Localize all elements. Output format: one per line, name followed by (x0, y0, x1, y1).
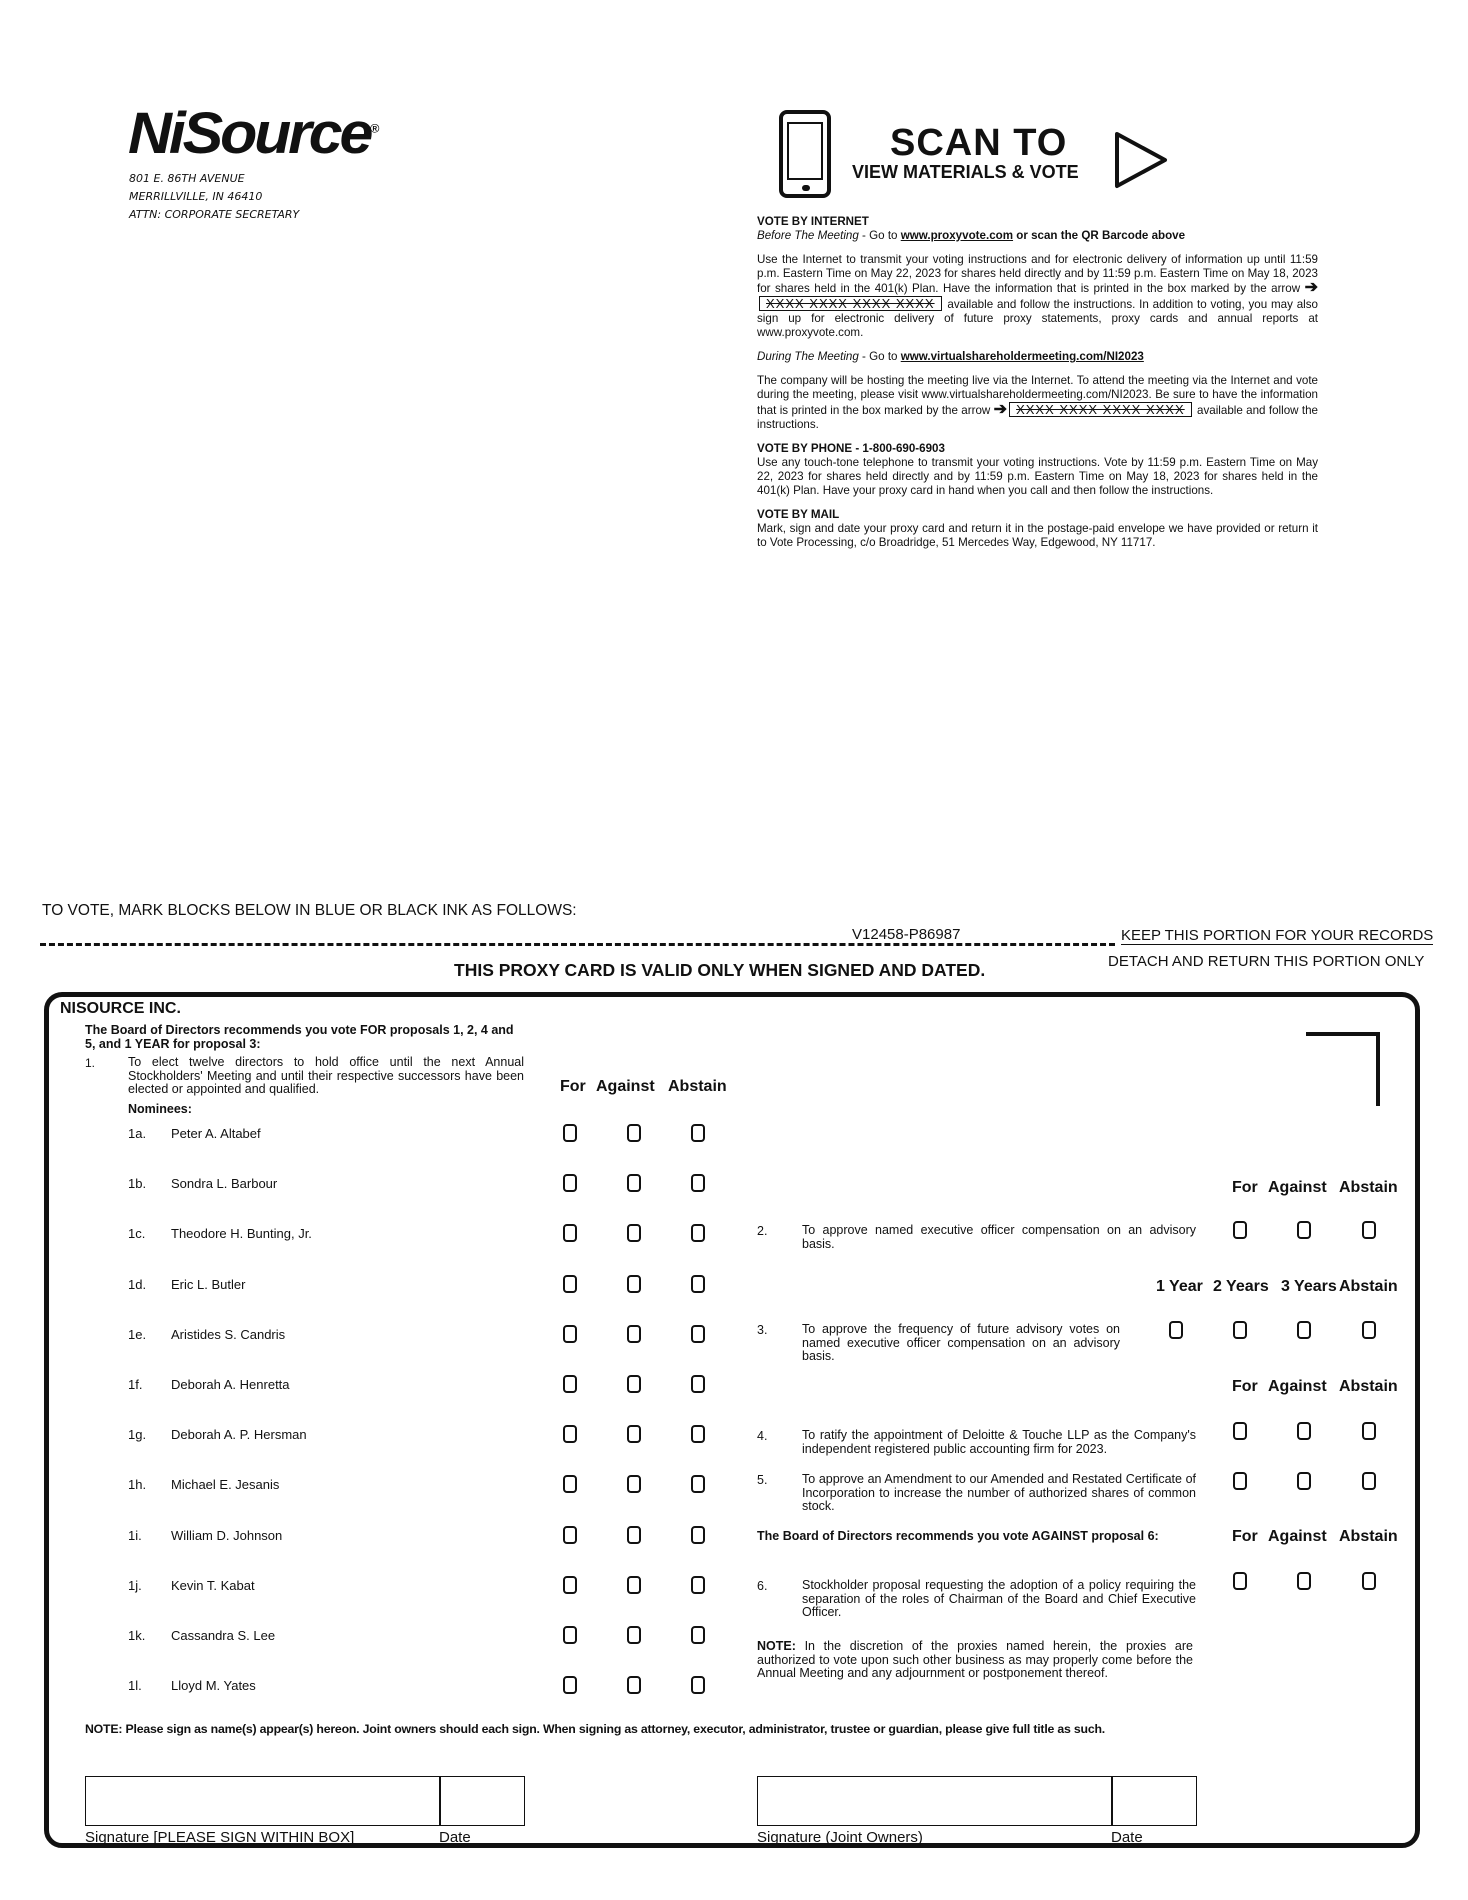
card-code: V12458-P86987 (852, 926, 961, 943)
nominee-id: 1b. (128, 1176, 147, 1191)
signing-note: NOTE: Please sign as name(s) appear(s) hereon. Joint owners should each sign. When signing as attorney, executor, administrator, trustee or guardian, please give full title as such. (85, 1722, 1106, 1736)
nominee-abstain-checkbox[interactable] (691, 1576, 705, 1594)
nominee-against-checkbox[interactable] (627, 1325, 641, 1343)
nominee-name: Kevin T. Kabat (171, 1578, 255, 1593)
address-line: ATTN: CORPORATE SECRETARY (129, 208, 300, 221)
nominee-for-checkbox[interactable] (563, 1626, 577, 1644)
control-number-box: XXXX XXXX XXXX XXXX (1009, 402, 1192, 417)
before-meeting-line: Before The Meeting - Go to www.proxyvote.com or scan the QR Barcode above (757, 229, 1186, 242)
col-abstain-header: Abstain (668, 1078, 727, 1095)
control-number-box: XXXX XXXX XXXX XXXX (759, 296, 942, 311)
nominee-against-checkbox[interactable] (627, 1375, 641, 1393)
nominee-name: Sondra L. Barbour (171, 1176, 278, 1191)
nominee-name: Eric L. Butler (171, 1277, 246, 1292)
detach-line (40, 943, 1115, 946)
smartphone-icon (779, 110, 831, 198)
nominee-abstain-checkbox[interactable] (691, 1174, 705, 1192)
p4-abstain-header: Abstain (1339, 1378, 1398, 1395)
nominee-abstain-checkbox[interactable] (691, 1676, 705, 1694)
p2-text: To approve named executive officer compensation on an advisory basis. (802, 1223, 1196, 1251)
play-arrow-icon (1113, 130, 1169, 190)
p6-against-checkbox[interactable] (1297, 1572, 1311, 1590)
nominee-name: Cassandra S. Lee (171, 1628, 276, 1643)
p3-3yr-header: 3 Years (1281, 1278, 1337, 1295)
internet-paragraph: Use the Internet to transmit your voting instructions and for electronic delivery of information up until 11:59 p.m. Eastern Time on May 22, 2023 for shares held directly and by 11:59 p.m. Eastern Time on May 18, 2023 for shares held in the 401(k) Plan. Have the information that is printed in the box marked by the arrow ➔XXXX XXXX XXXX XXXX available and follow the instructions. In addition to voting, you may also sign up for electronic delivery of future proxy statements, proxy cards and annual reports at www.proxyvote.com. (757, 253, 1318, 339)
nominee-against-checkbox[interactable] (627, 1576, 641, 1594)
p2-number: 2. (757, 1224, 768, 1238)
during-paragraph: The company will be hosting the meeting live via the Internet. To attend the meeting via the Internet and vote during the meeting, please visit www.virtualshareholdermeeting.com/NI2023. Be sure to have the information that is printed in the box marked by the arrow ➔ XXXX XXXX XXXX XXXX available and follow the instructions. (757, 374, 1318, 431)
p6-number: 6. (757, 1579, 768, 1593)
p3-text: To approve the frequency of future advisory votes on named executive officer compensation on an advisory basis. (802, 1322, 1120, 1363)
joint-signature-label: Signature (Joint Owners) (757, 1829, 923, 1846)
p5-number: 5. (757, 1473, 768, 1487)
phone-paragraph: Use any touch-tone telephone to transmit your voting instructions. Vote by 11:59 p.m. Eastern Time on May 22, 2023 for shares held directly and by 11:59 p.m. Eastern Time on May 18, 2023 for shares held in the 401(k) Plan. Have your proxy card in hand when you call and then follow the instructions. (757, 456, 1318, 497)
nominee-for-checkbox[interactable] (563, 1224, 577, 1242)
nominee-id: 1i. (128, 1528, 142, 1543)
nominee-id: 1l. (128, 1678, 142, 1693)
nominee-abstain-checkbox[interactable] (691, 1425, 705, 1443)
col-against-header: Against (596, 1078, 655, 1095)
p4-for-checkbox[interactable] (1233, 1422, 1247, 1440)
p4-against-checkbox[interactable] (1297, 1422, 1311, 1440)
p5-against-checkbox[interactable] (1297, 1472, 1311, 1490)
date-label: Date (439, 1829, 471, 1846)
nominee-against-checkbox[interactable] (627, 1425, 641, 1443)
nominee-against-checkbox[interactable] (627, 1626, 641, 1644)
nominee-abstain-checkbox[interactable] (691, 1526, 705, 1544)
joint-signature-box[interactable] (757, 1776, 1113, 1826)
nominee-id: 1d. (128, 1277, 147, 1292)
p6-against-header: Against (1268, 1528, 1327, 1545)
keep-portion-label: KEEP THIS PORTION FOR YOUR RECORDS (1121, 927, 1434, 944)
discretion-note: NOTE: In the discretion of the proxies named herein, the proxies are authorized to vote upon such other business as may properly come before the Annual Meeting and any adjournment or postponement thereof. (757, 1639, 1193, 1680)
nominee-for-checkbox[interactable] (563, 1174, 577, 1192)
nominee-id: 1j. (128, 1578, 142, 1593)
p2-abstain-checkbox[interactable] (1362, 1221, 1376, 1239)
nominee-against-checkbox[interactable] (627, 1275, 641, 1293)
nominee-against-checkbox[interactable] (627, 1676, 641, 1694)
nominee-for-checkbox[interactable] (563, 1576, 577, 1594)
nominees-label: Nominees: (128, 1102, 192, 1116)
nominee-name: Deborah A. P. Hersman (171, 1427, 307, 1442)
joint-date-box[interactable] (1111, 1776, 1197, 1826)
p3-2yr-header: 2 Years (1213, 1278, 1269, 1295)
p2-abstain-header: Abstain (1339, 1179, 1398, 1196)
nominee-abstain-checkbox[interactable] (691, 1275, 705, 1293)
nominee-against-checkbox[interactable] (627, 1174, 641, 1192)
nominee-against-checkbox[interactable] (627, 1224, 641, 1242)
p4-against-header: Against (1268, 1378, 1327, 1395)
nominee-against-checkbox[interactable] (627, 1124, 641, 1142)
company-name: NISOURCE INC. (60, 1000, 181, 1017)
scan-subtitle: VIEW MATERIALS & VOTE (852, 162, 1079, 182)
nominee-abstain-checkbox[interactable] (691, 1375, 705, 1393)
p2-against-checkbox[interactable] (1297, 1221, 1311, 1239)
nominee-for-checkbox[interactable] (563, 1375, 577, 1393)
nominee-name: William D. Johnson (171, 1528, 283, 1543)
nominee-for-checkbox[interactable] (563, 1275, 577, 1293)
board-against-recommendation: The Board of Directors recommends you vote AGAINST proposal 6: (757, 1529, 1159, 1543)
nominee-name: Deborah A. Henretta (171, 1377, 290, 1392)
detach-portion-label: DETACH AND RETURN THIS PORTION ONLY (1108, 953, 1425, 970)
nominee-for-checkbox[interactable] (563, 1475, 577, 1493)
p3-number: 3. (757, 1323, 768, 1337)
nominee-abstain-checkbox[interactable] (691, 1325, 705, 1343)
voting-instructions (757, 215, 1318, 560)
p2-for-header: For (1232, 1179, 1258, 1196)
vote-mail-heading: VOTE BY MAIL (757, 508, 840, 521)
nominee-for-checkbox[interactable] (563, 1425, 577, 1443)
during-meeting-line: During The Meeting - Go to www.virtualshareholdermeeting.com/NI2023 (757, 350, 1144, 363)
corner-mark (1306, 1032, 1380, 1106)
p6-text: Stockholder proposal requesting the adoption of a policy requiring the separation of the roles of Chairman of the Board and Chief Executive Officer. (802, 1578, 1196, 1619)
p6-abstain-checkbox[interactable] (1362, 1572, 1376, 1590)
validity-notice: THIS PROXY CARD IS VALID ONLY WHEN SIGNED AND DATED. (454, 960, 986, 980)
joint-date-label: Date (1111, 1829, 1143, 1846)
p3-2yr-checkbox[interactable] (1233, 1321, 1247, 1339)
nominee-id: 1e. (128, 1327, 147, 1342)
nominee-abstain-checkbox[interactable] (691, 1475, 705, 1493)
nominee-name: Michael E. Jesanis (171, 1477, 280, 1492)
p3-1yr-checkbox[interactable] (1169, 1321, 1183, 1339)
p6-for-header: For (1232, 1528, 1258, 1545)
nominee-name: Aristides S. Candris (171, 1327, 286, 1342)
p6-for-checkbox[interactable] (1233, 1572, 1247, 1590)
nominee-for-checkbox[interactable] (563, 1325, 577, 1343)
p5-for-checkbox[interactable] (1233, 1472, 1247, 1490)
col-for-header: For (560, 1078, 586, 1095)
p6-abstain-header: Abstain (1339, 1528, 1398, 1545)
p3-abstain-header: Abstain (1339, 1278, 1398, 1295)
signature-box[interactable] (85, 1776, 441, 1826)
nominee-name: Peter A. Altabef (171, 1126, 261, 1141)
nominee-id: 1f. (128, 1377, 143, 1392)
right-arrow-icon: ➔ (1304, 279, 1318, 296)
nisource-logo: NiSource® (128, 101, 380, 166)
nominee-name: Theodore H. Bunting, Jr. (171, 1226, 312, 1241)
p4-number: 4. (757, 1429, 768, 1443)
nominee-id: 1g. (128, 1427, 147, 1442)
ink-instructions: TO VOTE, MARK BLOCKS BELOW IN BLUE OR BLACK INK AS FOLLOWS: (42, 902, 577, 919)
nominee-id: 1k. (128, 1628, 146, 1643)
nominee-abstain-checkbox[interactable] (691, 1124, 705, 1142)
address-line: 801 E. 86TH AVENUE (129, 172, 245, 185)
p4-text: To ratify the appointment of Deloitte & Touche LLP as the Company's independent registered public accounting firm for 2023. (802, 1428, 1196, 1456)
proxy-card (44, 992, 1420, 1848)
return-address (129, 170, 299, 224)
p2-for-checkbox[interactable] (1233, 1221, 1247, 1239)
nominee-against-checkbox[interactable] (627, 1526, 641, 1544)
date-box[interactable] (439, 1776, 525, 1826)
scan-title: SCAN TO (890, 122, 1068, 164)
nominee-abstain-checkbox[interactable] (691, 1224, 705, 1242)
board-recommendation: The Board of Directors recommends you vote FOR proposals 1, 2, 4 and 5, and 1 YEAR for proposal 3: (85, 1023, 514, 1051)
nominee-name: Lloyd M. Yates (171, 1678, 256, 1693)
nominee-against-checkbox[interactable] (627, 1475, 641, 1493)
nominee-id: 1a. (128, 1126, 147, 1141)
p3-abstain-checkbox[interactable] (1362, 1321, 1376, 1339)
address-line: MERRILLVILLE, IN 46410 (129, 190, 263, 203)
p4-for-header: For (1232, 1378, 1258, 1395)
signature-label: Signature [PLEASE SIGN WITHIN BOX] (85, 1829, 355, 1846)
nominee-id: 1c. (128, 1226, 146, 1241)
p2-against-header: Against (1268, 1179, 1327, 1196)
proxyvote-link[interactable]: www.proxyvote.com (900, 229, 1014, 242)
virtual-meeting-link[interactable]: www.virtualshareholdermeeting.com/NI2023 (900, 350, 1144, 363)
nominee-for-checkbox[interactable] (563, 1526, 577, 1544)
p3-3yr-checkbox[interactable] (1297, 1321, 1311, 1339)
item-1-number: 1. (85, 1056, 96, 1070)
p5-abstain-checkbox[interactable] (1362, 1472, 1376, 1490)
item-1-text: To elect twelve directors to hold office until the next Annual Stockholders' Meeting and until their respective successors have been elected or appointed and qualified. (128, 1055, 524, 1096)
nominee-for-checkbox[interactable] (563, 1124, 577, 1142)
nominee-id: 1h. (128, 1477, 147, 1492)
p3-1yr-header: 1 Year (1156, 1278, 1203, 1295)
p5-text: To approve an Amendment to our Amended and Restated Certificate of Incorporation to increase the number of authorized shares of common stock. (802, 1472, 1196, 1513)
mail-paragraph: Mark, sign and date your proxy card and return it in the postage-paid envelope we have provided or return it to Vote Processing, c/o Broadridge, 51 Mercedes Way, Edgewood, NY 11717. (757, 522, 1318, 549)
nominee-for-checkbox[interactable] (563, 1676, 577, 1694)
vote-internet-heading: VOTE BY INTERNET (757, 215, 869, 228)
vote-phone-heading: VOTE BY PHONE - 1-800-690-6903 (757, 442, 945, 455)
p4-abstain-checkbox[interactable] (1362, 1422, 1376, 1440)
nominee-abstain-checkbox[interactable] (691, 1626, 705, 1644)
right-arrow-icon: ➔ (993, 401, 1008, 418)
